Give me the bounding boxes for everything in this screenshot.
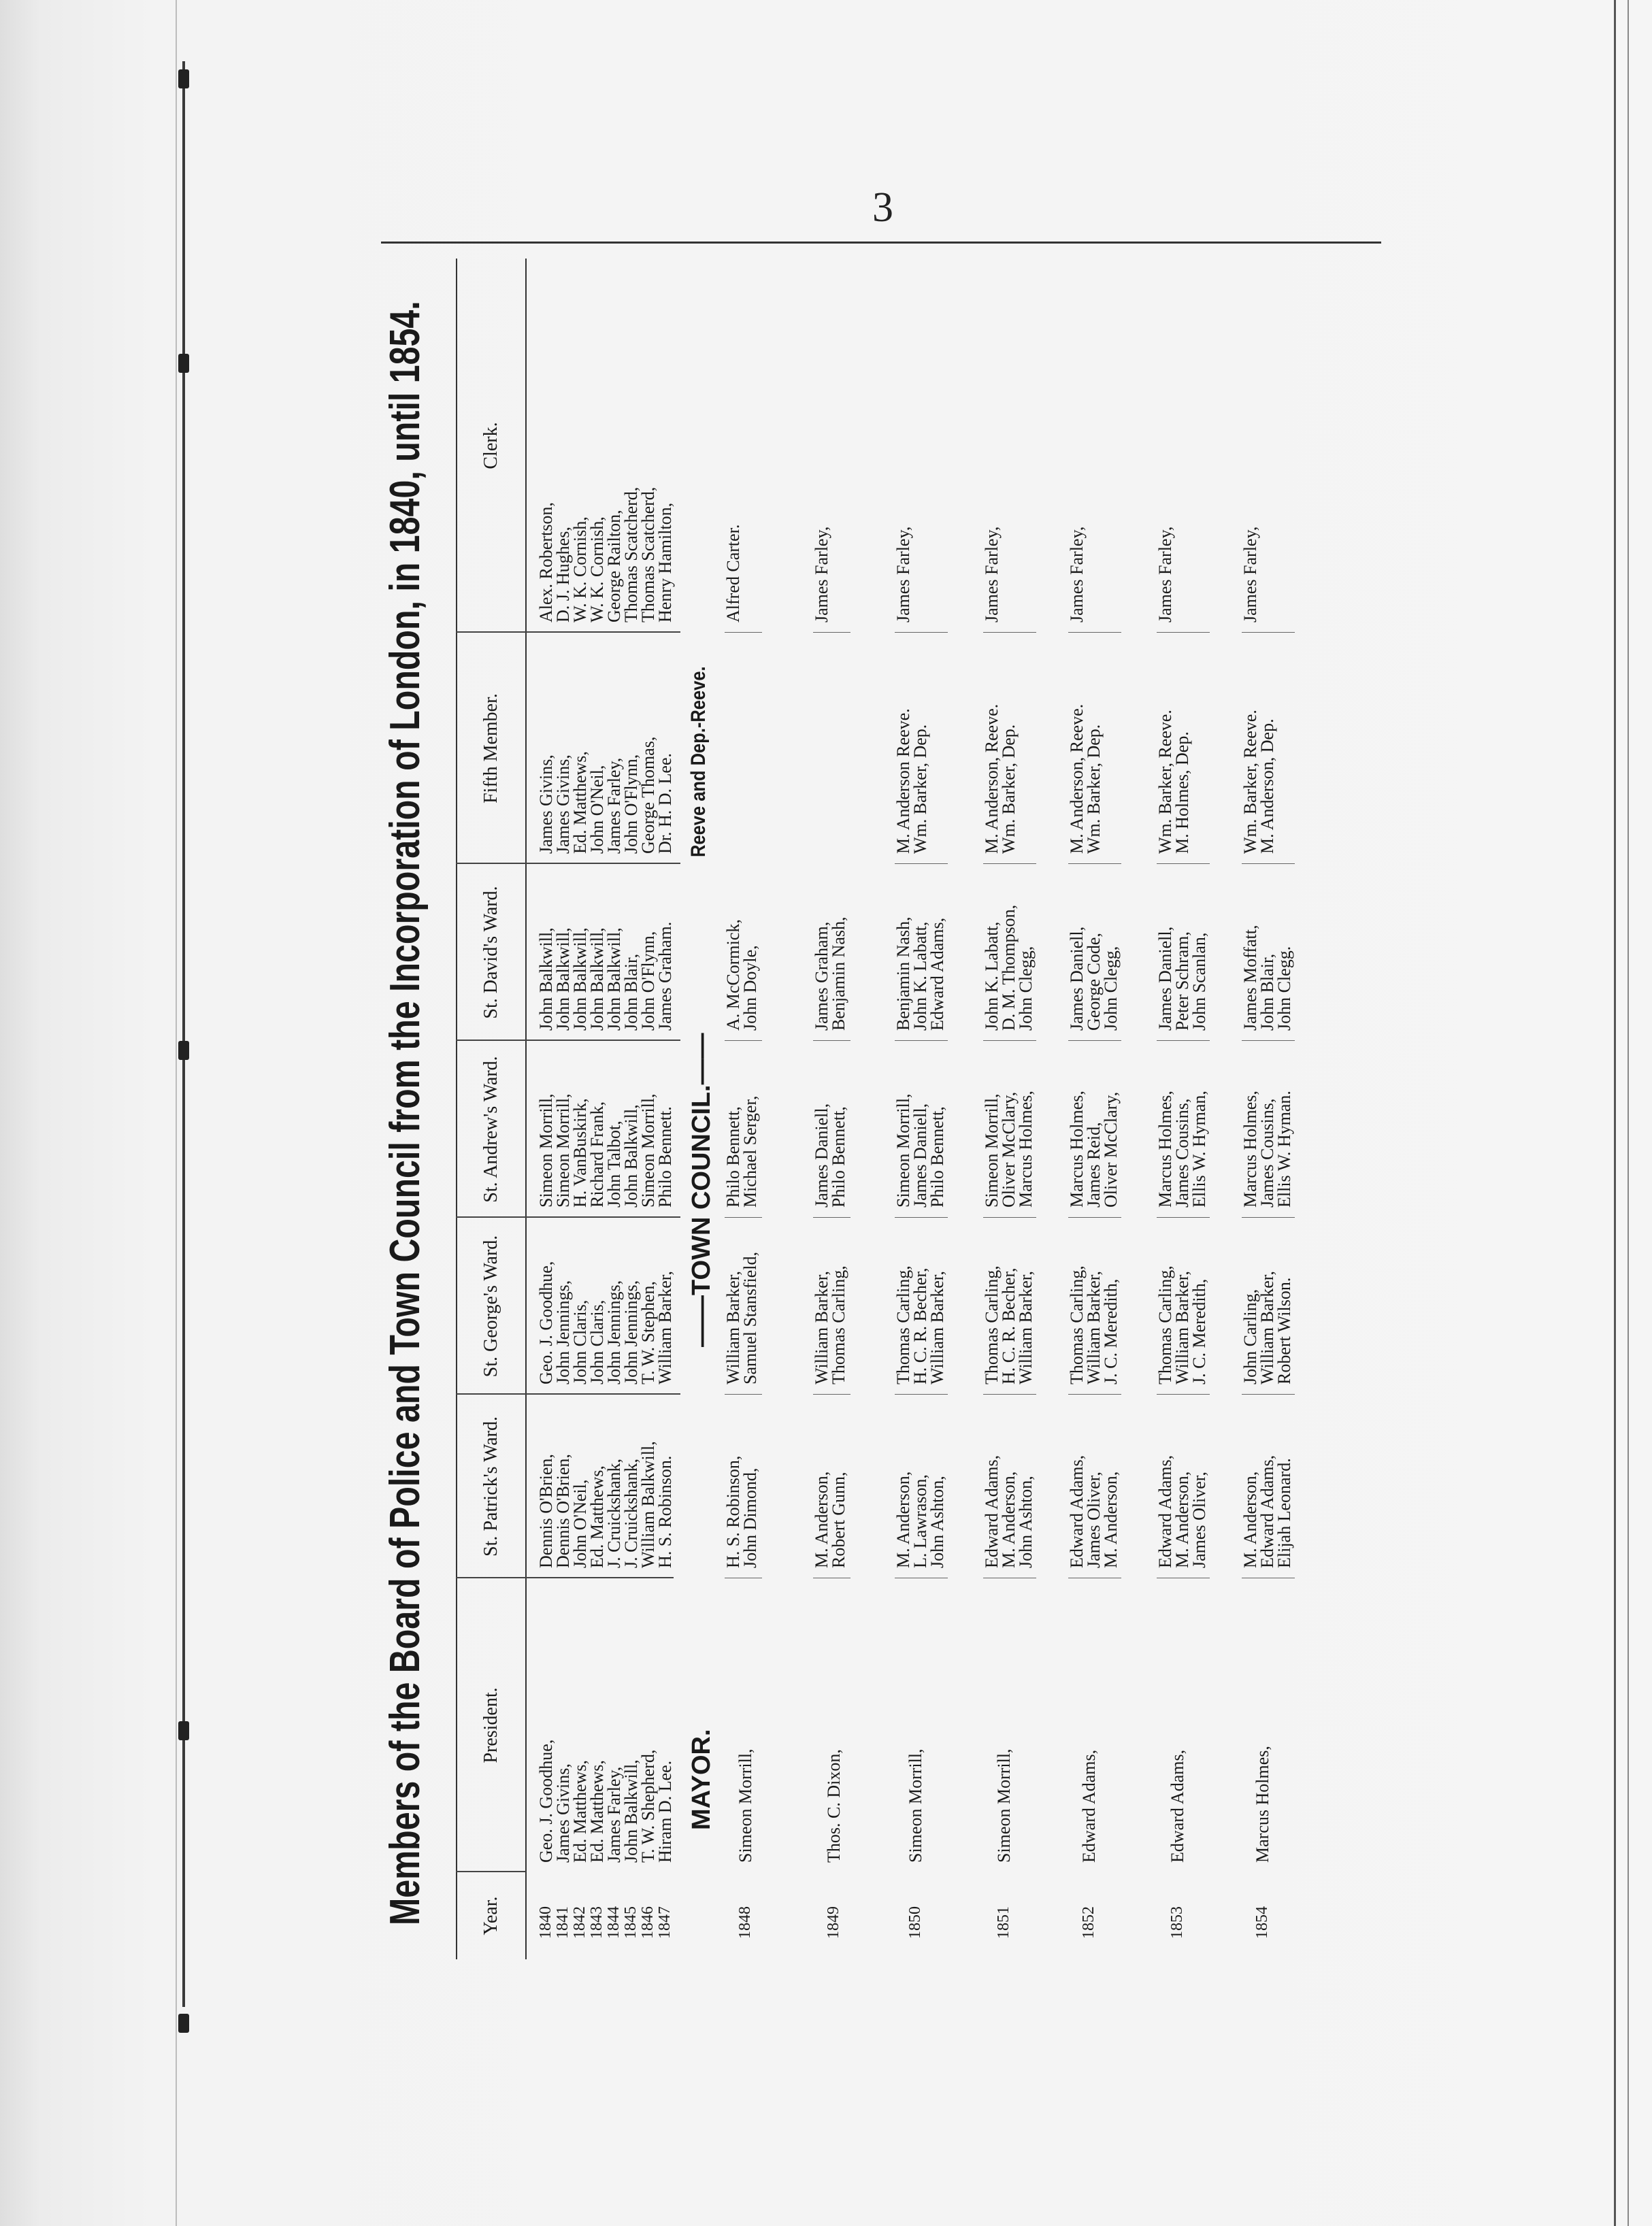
binding-mark bbox=[178, 1041, 189, 1060]
mayor-label: MAYOR. bbox=[687, 1729, 716, 1830]
header-st-andrew: St. Andrew's Ward. bbox=[480, 1056, 501, 1203]
member-name: Oliver McClary, bbox=[1101, 1091, 1121, 1208]
member-name: Oliver McClary, bbox=[999, 1091, 1019, 1208]
council-mayor: Edward Adams, bbox=[1079, 1749, 1099, 1863]
council-mayor: Thos. C. Dixon, bbox=[824, 1749, 844, 1863]
member-name: John Clegg. bbox=[1274, 946, 1294, 1031]
council-st-david bbox=[895, 916, 946, 1031]
council-st-patrick bbox=[1157, 1455, 1208, 1568]
page-fold-line bbox=[176, 0, 177, 2226]
council-year: 1849 bbox=[825, 1906, 842, 1939]
header-st-patrick: St. Patrick's Ward. bbox=[480, 1416, 501, 1557]
header-clerk: Clerk. bbox=[480, 422, 501, 469]
column-rule bbox=[725, 1040, 762, 1041]
council-fifth-member bbox=[983, 704, 1017, 854]
member-name: William Barker, bbox=[812, 1271, 831, 1384]
council-mayor: Simeon Morrill, bbox=[906, 1748, 925, 1863]
member-name: M. Anderson, bbox=[812, 1471, 831, 1568]
member-name: Benjamin Nash, bbox=[829, 916, 848, 1031]
members-table bbox=[449, 259, 1361, 1959]
column-rule bbox=[725, 1217, 762, 1218]
column-rule bbox=[1068, 1217, 1121, 1218]
council-st-andrew bbox=[983, 1091, 1034, 1208]
member-name: Thomas Carling, bbox=[893, 1265, 913, 1384]
member-name: Michael Serger, bbox=[740, 1095, 760, 1208]
member-name: J. C. Meredith, bbox=[1101, 1278, 1121, 1384]
council-fifth-member bbox=[1068, 704, 1102, 854]
member-name: Simeon Morrill, bbox=[982, 1093, 1002, 1208]
column-rule bbox=[725, 632, 762, 633]
column-rule bbox=[1157, 1394, 1210, 1395]
member-name: M. Anderson, bbox=[893, 1471, 913, 1568]
column-rule bbox=[1068, 632, 1121, 633]
board-clerk: Alex. Robertson, D. J. Hughes, W. K. Cornish, W. K. Cornish, George Railton, Thomas Scatcherd, Thomas Scatcherd, Henry Hamilton, bbox=[536, 486, 675, 622]
member-name: Robert Gunn, bbox=[829, 1472, 848, 1568]
member-name: Thomas Carling, bbox=[982, 1265, 1002, 1384]
header-bottom-rule bbox=[525, 259, 527, 1959]
member-name: Wm. Barker, Reeve. bbox=[1240, 710, 1260, 854]
member-name: William Barker, bbox=[723, 1271, 743, 1384]
council-st-david bbox=[1242, 925, 1293, 1031]
column-rule bbox=[895, 1040, 948, 1041]
council-st-david bbox=[983, 905, 1034, 1031]
council-st-patrick bbox=[983, 1455, 1034, 1568]
binding-mark bbox=[178, 2014, 189, 2033]
member-name: Wm. Barker, Dep. bbox=[1084, 724, 1104, 854]
council-st-andrew bbox=[1157, 1091, 1208, 1208]
member-name: J. C. Meredith, bbox=[1189, 1278, 1209, 1384]
member-name: Benjamin Nash, bbox=[893, 916, 913, 1031]
member-name: William Barker, bbox=[927, 1271, 947, 1384]
member-name: Ellis W. Hyman. bbox=[1274, 1091, 1294, 1208]
member-name: H. C. R. Becher, bbox=[999, 1267, 1019, 1384]
rotated-table bbox=[381, 259, 1381, 1959]
council-mayor: Simeon Morrill, bbox=[994, 1748, 1014, 1863]
council-st-andrew bbox=[895, 1093, 946, 1208]
member-name: John Ashton, bbox=[927, 1476, 947, 1568]
member-name: Marcus Holmes, bbox=[1155, 1091, 1175, 1208]
column-rule bbox=[1157, 863, 1210, 864]
member-name: Marcus Holmes, bbox=[1067, 1091, 1087, 1208]
member-name: John Clegg, bbox=[1101, 946, 1121, 1031]
page-number: 3 bbox=[872, 184, 893, 231]
council-st-david bbox=[813, 916, 847, 1031]
council-st-patrick bbox=[725, 1456, 759, 1568]
member-name: John Ashton, bbox=[1016, 1476, 1036, 1568]
member-name: John Blair, bbox=[1257, 953, 1277, 1031]
council-st-george bbox=[1242, 1271, 1293, 1384]
council-clerk: James Farley, bbox=[982, 526, 1002, 622]
member-name: M. Holmes, Dep. bbox=[1172, 731, 1192, 854]
council-clerk: James Farley, bbox=[1240, 526, 1260, 622]
member-name: James Cousins, bbox=[1257, 1098, 1277, 1208]
council-year: 1850 bbox=[906, 1906, 924, 1939]
member-name: M. Anderson, bbox=[1240, 1471, 1260, 1568]
column-rule bbox=[813, 1217, 850, 1218]
council-st-george bbox=[983, 1265, 1034, 1384]
page-right-edge bbox=[1614, 0, 1616, 2226]
header-president: President. bbox=[480, 1687, 501, 1763]
member-name: James Oliver, bbox=[1084, 1472, 1104, 1568]
town-council-label: ——TOWN COUNCIL.—— bbox=[687, 1033, 716, 1347]
member-name: James Daniell, bbox=[910, 1103, 930, 1208]
council-fifth-member bbox=[895, 708, 929, 854]
column-rule bbox=[895, 632, 948, 633]
council-year: 1853 bbox=[1168, 1906, 1186, 1939]
member-name: Robert Wilson. bbox=[1274, 1277, 1294, 1384]
column-rule bbox=[813, 1394, 850, 1395]
council-clerk: James Farley, bbox=[1067, 526, 1087, 622]
header-fifth-member: Fifth Member. bbox=[480, 693, 501, 803]
member-name: James Graham, bbox=[812, 921, 831, 1031]
member-name: William Barker, bbox=[1172, 1271, 1192, 1384]
column-rule bbox=[813, 1040, 850, 1041]
column-rule bbox=[895, 1394, 948, 1395]
board-st-patrick: Dennis O'Brien, Dennis O'Brien, John O'Neil, Ed. Matthews, J. Cruickshank, J. Cruickshank, William Balkwill, H. S. Robinson. bbox=[536, 1441, 675, 1568]
member-name: Philo Bennett, bbox=[927, 1106, 947, 1208]
member-name: John Carling, bbox=[1240, 1289, 1260, 1384]
council-fifth-member bbox=[1242, 710, 1276, 854]
council-clerk: James Farley, bbox=[812, 526, 831, 622]
council-st-george bbox=[1157, 1265, 1208, 1384]
page-right-edge-shadow bbox=[1628, 0, 1629, 2226]
header-st-david: St. David's Ward. bbox=[480, 886, 501, 1019]
member-name: Thomas Carling, bbox=[1067, 1265, 1087, 1384]
council-clerk: Alfred Carter. bbox=[723, 524, 743, 622]
binding-edge bbox=[182, 61, 185, 2007]
page-title: Members of the Board of Police and Town Council from the Incorporation of London, in 1840, until 1854. bbox=[382, 301, 429, 1925]
council-st-patrick bbox=[1068, 1455, 1119, 1568]
member-name: M. Anderson, bbox=[1172, 1471, 1192, 1568]
member-name: M. Anderson Reeve. bbox=[893, 708, 913, 854]
column-rule bbox=[983, 863, 1036, 864]
column-rule bbox=[1242, 1217, 1295, 1218]
member-name: M. Anderson, Reeve. bbox=[982, 703, 1002, 854]
member-name: James Oliver, bbox=[1189, 1472, 1209, 1568]
column-rule bbox=[1157, 1040, 1210, 1041]
member-name: John Scanlan, bbox=[1189, 932, 1209, 1031]
council-st-patrick bbox=[813, 1472, 847, 1568]
member-name: Philo Bennett, bbox=[723, 1106, 743, 1208]
column-rule bbox=[1157, 632, 1210, 633]
member-name: Ellis W. Hyman, bbox=[1189, 1091, 1209, 1208]
council-year: 1854 bbox=[1253, 1906, 1271, 1939]
member-name: Edward Adams, bbox=[1155, 1455, 1175, 1568]
council-st-andrew bbox=[725, 1095, 759, 1208]
member-name: Wm. Barker, Reeve. bbox=[1155, 710, 1175, 854]
member-name: M. Anderson, Reeve. bbox=[1067, 703, 1087, 854]
column-rule bbox=[1242, 1040, 1295, 1041]
council-st-george bbox=[1068, 1265, 1119, 1384]
member-name: James Daniell, bbox=[812, 1103, 831, 1208]
member-name: L. Lawrason, bbox=[910, 1474, 930, 1568]
board-st-andrew: Simeon Morrill, Simeon Morrill, H. VanBuskirk, Richard Frank, John Talbot, John Balkwill, Simeon Morrill, Philo Bennett. bbox=[536, 1093, 675, 1208]
column-rule bbox=[1068, 1394, 1121, 1395]
reeve-label: Reeve and Dep.-Reeve. bbox=[687, 666, 710, 857]
member-name: John K. Labatt, bbox=[910, 921, 930, 1031]
member-name: Thomas Carling, bbox=[1155, 1265, 1175, 1384]
header-year: Year. bbox=[480, 1896, 501, 1936]
member-name: Thomas Carling, bbox=[829, 1265, 848, 1384]
council-st-david bbox=[1157, 927, 1208, 1031]
council-st-george bbox=[813, 1265, 847, 1384]
member-name: James Reid, bbox=[1084, 1122, 1104, 1208]
council-mayor: Simeon Morrill, bbox=[736, 1748, 755, 1863]
member-name: D. M. Thompson, bbox=[999, 904, 1019, 1031]
council-year: 1852 bbox=[1080, 1906, 1097, 1939]
member-name: James Moffatt, bbox=[1240, 925, 1260, 1031]
member-name: Wm. Barker, Dep. bbox=[999, 724, 1019, 854]
member-name: John K. Labatt, bbox=[982, 921, 1002, 1031]
member-name: H. S. Robinson, bbox=[723, 1455, 743, 1568]
column-rule bbox=[1242, 632, 1295, 633]
table-top-rule bbox=[456, 259, 457, 1959]
member-name: Elijah Leonard. bbox=[1274, 1458, 1294, 1568]
column-rule bbox=[1242, 1394, 1295, 1395]
column-rule bbox=[895, 863, 948, 864]
column-rule bbox=[1068, 863, 1121, 864]
member-name: Samuel Stansfield, bbox=[740, 1252, 760, 1384]
council-year: 1851 bbox=[995, 1906, 1012, 1939]
column-rule bbox=[1242, 863, 1295, 864]
council-mayor: Marcus Holmes, bbox=[1253, 1746, 1272, 1863]
member-name: Philo Bennett, bbox=[829, 1106, 848, 1208]
member-name: Marcus Holmes, bbox=[1240, 1091, 1260, 1208]
column-rule bbox=[983, 632, 1036, 633]
member-name: John Clegg, bbox=[1016, 946, 1036, 1031]
member-name: Peter Schram, bbox=[1172, 931, 1192, 1031]
column-rule bbox=[1157, 1217, 1210, 1218]
column-rule bbox=[813, 632, 850, 633]
member-name: Edward Adams, bbox=[982, 1455, 1002, 1568]
binding-mark bbox=[178, 69, 189, 88]
binding-mark bbox=[178, 1721, 189, 1740]
member-name: James Daniell, bbox=[1155, 926, 1175, 1031]
column-rule bbox=[1068, 1040, 1121, 1041]
member-name: John Doyle, bbox=[740, 945, 760, 1031]
member-name: William Barker, bbox=[1016, 1271, 1036, 1384]
member-name: John Dimond, bbox=[740, 1467, 760, 1568]
header-st-george: St. George's Ward. bbox=[480, 1235, 501, 1378]
column-rule bbox=[895, 1217, 948, 1218]
member-name: Edward Adams, bbox=[1067, 1455, 1087, 1568]
member-name: Wm. Barker, Dep. bbox=[910, 724, 930, 854]
member-name: M. Anderson, Dep. bbox=[1257, 718, 1277, 854]
member-name: William Barker, bbox=[1084, 1271, 1104, 1384]
council-clerk: James Farley, bbox=[893, 526, 913, 622]
member-name: H. C. R. Becher, bbox=[910, 1267, 930, 1384]
board-st-george: Geo. J. Goodhue, John Jennings, John Claris, John Claris, John Jennings, John Jennings, T. W. Stephen, William Barker, bbox=[536, 1261, 675, 1384]
member-name: Edward Adams, bbox=[927, 917, 947, 1031]
board-st-david: John Balkwill, John Balkwill, John Balkwill, John Balkwill, John Balkwill, John Blair, John O'Flynn, James Graham. bbox=[536, 921, 675, 1031]
council-st-david bbox=[1068, 927, 1119, 1031]
member-name: Simeon Morrill, bbox=[893, 1093, 913, 1208]
board-presidents: Geo. J. Goodhue, James Givins, Ed. Matthews, Ed. Matthews, James Farley, John Balkwill, T. W. Shepherd, Hiram D. Lee. bbox=[536, 1739, 675, 1863]
binding-mark bbox=[178, 354, 189, 373]
column-rule bbox=[983, 1394, 1036, 1395]
council-st-george bbox=[725, 1252, 759, 1384]
column-rule bbox=[983, 1040, 1036, 1041]
member-name: William Barker, bbox=[1257, 1271, 1277, 1384]
council-fifth-member bbox=[1157, 710, 1191, 854]
column-rule bbox=[725, 1394, 762, 1395]
council-st-andrew bbox=[1068, 1091, 1119, 1208]
council-st-patrick bbox=[895, 1472, 946, 1568]
council-st-andrew bbox=[1242, 1091, 1293, 1208]
member-name: Edward Adams, bbox=[1257, 1455, 1277, 1568]
member-name: James Daniell, bbox=[1067, 926, 1087, 1031]
member-name: Marcus Holmes, bbox=[1016, 1091, 1036, 1208]
member-name: M. Anderson, bbox=[999, 1471, 1019, 1568]
board-fifth-member: James Givins, James Givins, Ed. Matthews, John O'Neil, James Farley, John O'Flynn, George Thomas, Dr. H. D. Lee. bbox=[536, 736, 675, 854]
council-mayor: Edward Adams, bbox=[1168, 1749, 1187, 1863]
council-year: 1848 bbox=[736, 1906, 754, 1939]
member-name: James Cousins, bbox=[1172, 1098, 1192, 1208]
council-st-george bbox=[895, 1265, 946, 1384]
member-name: M. Anderson, bbox=[1101, 1471, 1121, 1568]
council-st-andrew bbox=[813, 1103, 847, 1208]
column-rule bbox=[983, 1217, 1036, 1218]
council-st-patrick bbox=[1242, 1455, 1293, 1568]
council-st-david bbox=[725, 919, 759, 1031]
council-clerk: James Farley, bbox=[1155, 526, 1175, 622]
board-years: 1840 1841 1842 1843 1844 1845 1846 1847 bbox=[537, 1906, 674, 1939]
member-name: George Code, bbox=[1084, 933, 1104, 1031]
member-name: A. McCormick, bbox=[723, 919, 743, 1031]
header-rule bbox=[381, 242, 1381, 244]
